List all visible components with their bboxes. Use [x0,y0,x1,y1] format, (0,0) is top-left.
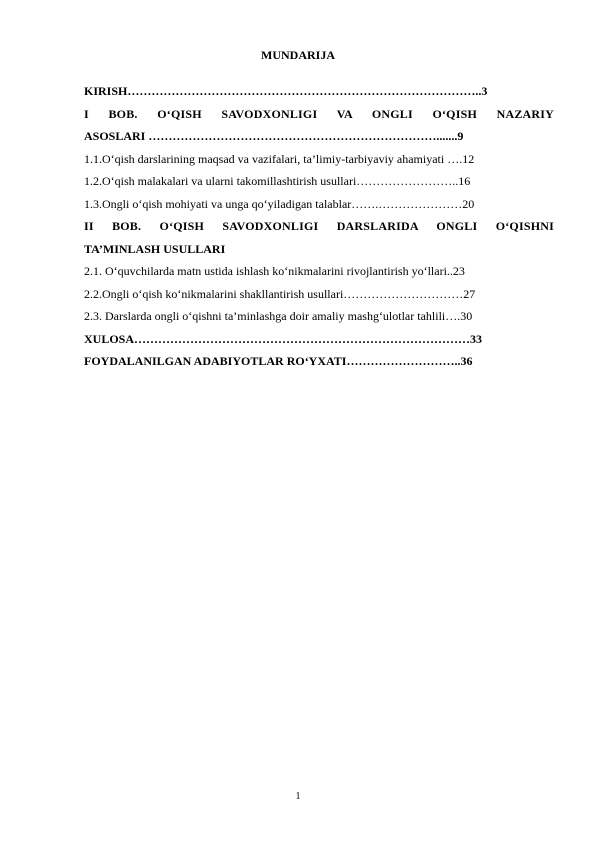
toc-entry-kirish: KIRISH……………………………………………………………………………..3 [84,84,488,98]
toc-entry-section-2-2: 2.2.Ongli o‘qish ko‘nikmalarini shakllantirish usullari…………………………27 [84,286,476,301]
toc-entry-chapter-1-line-2: ASOSLARI ……………………………………………………………….......9 [84,129,464,143]
toc-entry-chapter-2-line-2: TA’MINLASH USULLARI [84,241,226,256]
toc-entry-xulosa: XULOSA…………………………………………………………………………33 [84,331,483,346]
page-number: 1 [295,791,301,802]
toc-entry-section-1-2: 1.2.O‘qish malakalari va ularni takomillashtirish usullari……………………..16 [84,174,471,188]
toc-entry-section-1-1: 1.1.O‘qish darslarining maqsad va vazifalari, ta’limiy-tarbiyaviy ahamiyati ….12 [84,151,475,166]
toc-entry-bibliography: FOYDALANILGAN ADABIYOTLAR RO‘YXATI………………………..36 [84,354,473,368]
toc-entry-section-1-3: 1.3.Ongli o‘qish mohiyati va unga qo‘yiladigan talablar…….…………………20 [84,196,475,211]
toc-entry-chapter-1-line-1: I BOB. O‘QISH SAVODXONLIGI VA ONGLI O‘QISH NAZARIY [84,106,554,121]
table-of-contents [84,80,554,373]
toc-entry-section-2-1: 2.1. O‘quvchilarda matn ustida ishlash ko‘nikmalarini rivojlantirish yo‘llari..23 [84,264,465,278]
toc-entry-section-2-3: 2.3. Darslarda ongli o‘qishni ta’minlashga doir amaliy mashg‘ulotlar tahlili….30 [84,309,473,323]
toc-title: MUNDARIJA [261,48,335,62]
toc-entry-chapter-2-line-1: II BOB. O‘QISH SAVODXONLIGI DARSLARIDA ONGLI O‘QISHNI [84,219,554,233]
